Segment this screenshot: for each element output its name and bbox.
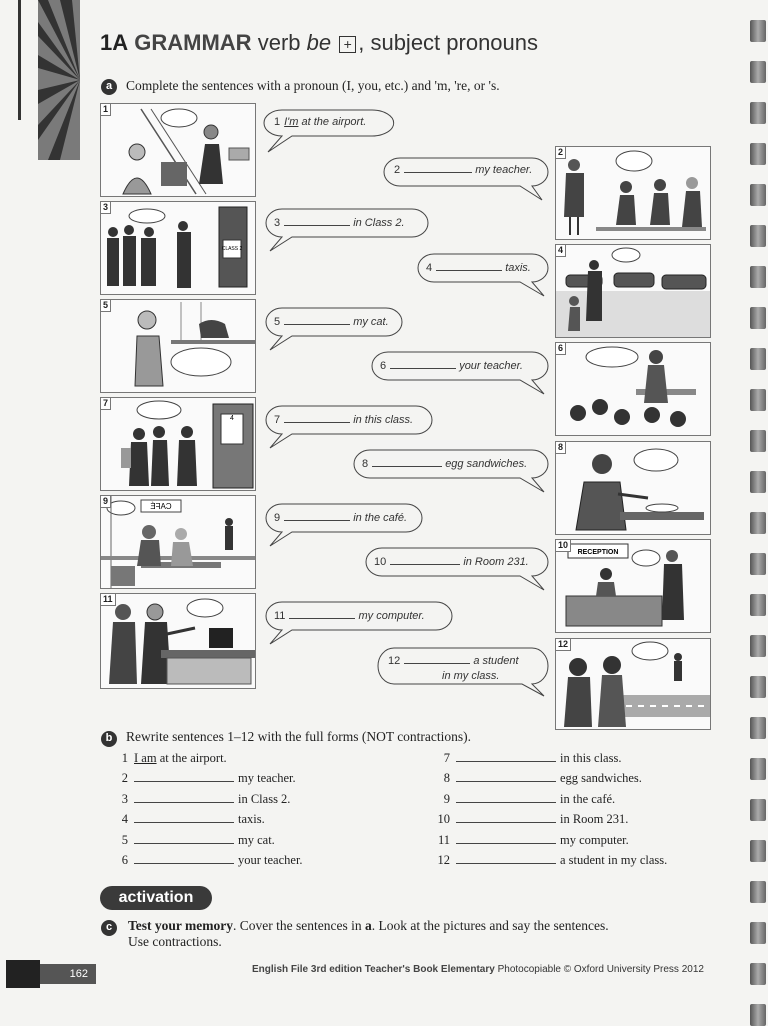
row-text: my computer. — [560, 832, 629, 847]
bubble-text-2: 2 my teacher. — [394, 164, 533, 176]
row-number: 4 — [121, 812, 128, 827]
binding-ring — [750, 758, 766, 780]
binding-ring — [750, 676, 766, 698]
binding-ring — [750, 225, 766, 247]
picture-1 — [100, 103, 256, 197]
row-number: 5 — [121, 832, 128, 847]
example-answer: I am — [134, 751, 157, 765]
row-number: 1 — [121, 751, 128, 765]
binding-ring — [750, 20, 766, 42]
copyright-footer: English File 3rd edition Teacher's Book Elementary Photocopiable © Oxford University Press 2012 — [252, 964, 704, 975]
room-sign-text: 4 — [230, 415, 234, 422]
answer-blank[interactable] — [134, 853, 234, 864]
picture-11 — [100, 593, 256, 689]
answer-row — [428, 771, 642, 786]
row-number: 11 — [437, 832, 450, 847]
binding-ring — [750, 922, 766, 944]
example-answer: I'm — [284, 116, 299, 128]
reception-sign-text: RECEPTION — [577, 549, 619, 556]
exercise-c-badge: c — [101, 920, 117, 936]
footer-block — [6, 960, 40, 988]
answer-row — [106, 792, 290, 807]
speech-bubble-6 — [370, 350, 550, 396]
picture-8 — [555, 441, 711, 535]
picture-4 — [555, 244, 711, 338]
row-text: a student in my class. — [560, 853, 668, 867]
row-number: 7 — [443, 751, 450, 765]
exercise-b-instruction: Rewrite sentences 1–12 with the full forms (NOT contractions). — [126, 729, 472, 744]
row-text: my cat. — [238, 832, 275, 847]
row-number: 12 — [437, 853, 450, 867]
bubble-text-3: 3 in Class 2. — [274, 217, 405, 229]
picture-2 — [555, 146, 711, 240]
binding-ring — [750, 102, 766, 124]
row-number: 2 — [121, 771, 128, 786]
answer-row — [106, 771, 296, 786]
row-number: 10 — [437, 812, 450, 827]
decorative-sunburst — [38, 0, 80, 160]
row-number: 9 — [443, 791, 450, 806]
picture-number: 2 — [556, 147, 566, 159]
binding-ring — [750, 266, 766, 288]
cafe-sign-text: CAFÉ — [150, 502, 172, 511]
row-text: in Room 231. — [560, 812, 629, 827]
speech-bubble-10 — [364, 546, 550, 592]
class-sign-text: CLASS 2 — [221, 246, 243, 252]
picture-number: 6 — [556, 343, 566, 355]
binding-ring — [750, 717, 766, 739]
exercise-c-instruction-line2: Use contractions. — [128, 934, 222, 949]
row-text: in the café. — [560, 791, 616, 806]
bubble-text-12-line2: in my class. — [442, 670, 500, 682]
binding-ring — [750, 184, 766, 206]
picture-number: 1 — [101, 104, 111, 116]
picture-3 — [100, 201, 256, 295]
row-text: taxis. — [238, 812, 265, 827]
speech-bubble-4 — [416, 252, 550, 298]
binding-ring — [750, 348, 766, 370]
spiral-binding — [746, 0, 768, 1024]
bubble-text-10: 10 in Room 231. — [374, 556, 529, 568]
answer-blank[interactable] — [456, 751, 556, 762]
picture-12 — [555, 638, 711, 730]
answer-row — [428, 751, 621, 766]
exercise-a-instruction: Complete the sentences with a pronoun (I, you, etc.) and 'm, 're, or 's. — [126, 78, 500, 93]
picture-5 — [100, 299, 256, 393]
bubble-text-4: 4 taxis. — [426, 262, 531, 274]
answer-blank[interactable] — [456, 792, 556, 803]
binding-ring — [750, 553, 766, 575]
picture-number: 8 — [556, 442, 566, 454]
binding-ring — [750, 840, 766, 862]
answer-row — [428, 812, 628, 827]
answer-row — [106, 853, 303, 868]
binding-ring — [750, 471, 766, 493]
exercise-c-instruction: Test your memory. Cover the sentences in a. Look at the pictures and say the sentences. — [128, 918, 609, 933]
binding-ring — [750, 389, 766, 411]
bubble-text-5: 5 my cat. — [274, 316, 389, 328]
row-text: in Class 2. — [238, 791, 291, 806]
bubble-text-1: 1 I'm at the airport. — [274, 116, 367, 128]
answer-blank[interactable] — [134, 792, 234, 803]
answer-row — [106, 751, 227, 766]
topic-part2: , subject pronouns — [358, 30, 539, 55]
picture-number: 3 — [101, 202, 111, 214]
picture-10 — [555, 539, 711, 633]
binding-ring — [750, 635, 766, 657]
speech-bubble-11 — [262, 600, 454, 646]
plus-icon: + — [339, 36, 356, 53]
answer-blank[interactable] — [456, 833, 556, 844]
bubble-text-12: 12 a student — [388, 655, 519, 667]
picture-9 — [100, 495, 256, 589]
picture-number: 10 — [556, 540, 571, 552]
answer-blank[interactable] — [134, 833, 234, 844]
picture-7 — [100, 397, 256, 491]
binding-ring — [750, 430, 766, 452]
speech-bubble-5 — [262, 306, 404, 352]
answer-blank[interactable] — [134, 771, 234, 782]
row-text: your teacher. — [238, 853, 303, 867]
speech-bubble-9 — [262, 502, 424, 548]
picture-number: 5 — [101, 300, 111, 312]
answer-row — [428, 833, 629, 848]
activation-label: activation — [100, 886, 212, 910]
row-text: at the airport. — [159, 751, 227, 765]
row-number: 8 — [443, 771, 450, 786]
speech-bubble-12 — [376, 646, 550, 698]
answer-blank[interactable] — [134, 812, 234, 823]
binding-ring — [750, 61, 766, 83]
picture-number: 12 — [556, 639, 571, 651]
exercise-a-badge: a — [101, 79, 117, 95]
row-text: my teacher. — [238, 771, 296, 786]
picture-number: 9 — [101, 496, 111, 508]
bubble-text-9: 9 in the café. — [274, 512, 408, 524]
exercise-b-badge: b — [101, 731, 117, 747]
answer-blank[interactable] — [456, 853, 556, 864]
unit-number: 1A — [100, 30, 129, 55]
margin-bar — [18, 0, 21, 120]
speech-bubble-7 — [262, 404, 434, 450]
speech-bubble-3 — [262, 207, 430, 253]
bubble-text-11: 11 my computer. — [274, 610, 425, 622]
bubble-text-7: 7 in this class. — [274, 414, 414, 426]
picture-6 — [555, 342, 711, 436]
page-number: 162 — [40, 964, 96, 984]
row-text: egg sandwiches. — [560, 771, 642, 786]
speech-bubble-2 — [382, 156, 550, 202]
binding-ring — [750, 963, 766, 985]
topic-part1: verb — [257, 30, 307, 55]
binding-ring — [750, 1004, 766, 1026]
binding-ring — [750, 594, 766, 616]
answer-row — [428, 792, 615, 807]
row-text: in this class. — [560, 751, 622, 765]
bubble-text-8: 8 egg sandwiches. — [362, 458, 528, 470]
picture-number: 4 — [556, 245, 566, 257]
answer-blank[interactable] — [456, 812, 556, 823]
page-title — [100, 30, 538, 56]
picture-number: 7 — [101, 398, 111, 410]
row-number: 6 — [121, 853, 128, 867]
binding-ring — [750, 799, 766, 821]
binding-ring — [750, 881, 766, 903]
answer-blank[interactable] — [456, 771, 556, 782]
speech-bubble-8 — [352, 448, 550, 494]
answer-row — [428, 853, 667, 868]
section-label: GRAMMAR — [134, 30, 252, 55]
bubble-text-6: 6 your teacher. — [380, 360, 523, 372]
binding-ring — [750, 512, 766, 534]
speech-bubble-1 — [262, 108, 394, 154]
topic-verb: be — [306, 30, 332, 55]
picture-number: 11 — [101, 594, 116, 606]
binding-ring — [750, 143, 766, 165]
row-number: 3 — [121, 791, 128, 806]
answer-row — [106, 812, 265, 827]
answer-row — [106, 833, 275, 848]
binding-ring — [750, 307, 766, 329]
